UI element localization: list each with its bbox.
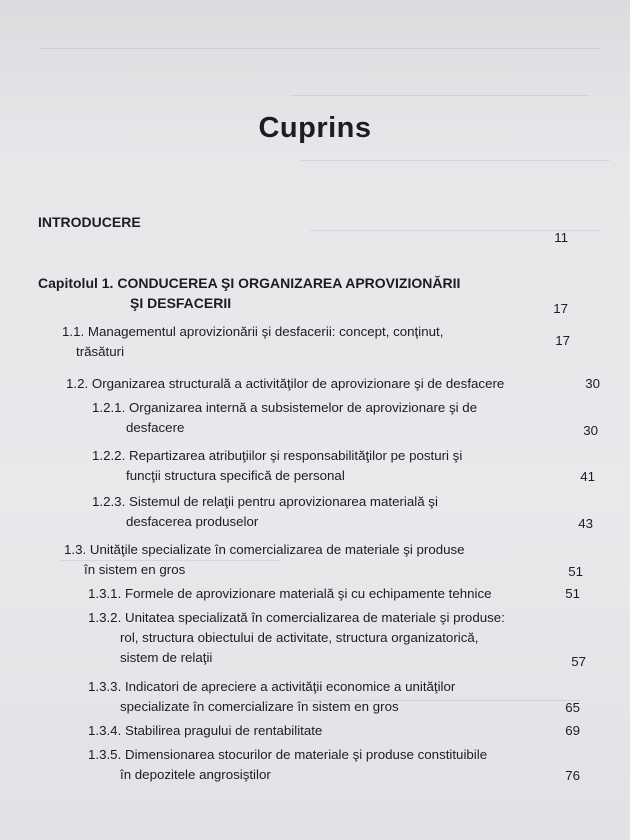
toc-entry-1-3 <box>64 540 465 580</box>
toc-entry-text: 1.2.2. Repartizarea atribuţiilor şi responsabilităţilor pe posturi şi <box>92 448 463 463</box>
toc-entry-text-cont: specializate în comercializare în sistem en gros <box>120 699 399 714</box>
toc-entry-text-cont: funcţii structura specifică de personal <box>126 468 345 483</box>
toc-entry-text: 1.3. Unităţile specializate în comercializarea de materiale şi produse <box>64 542 465 557</box>
toc-page-number: 30 <box>585 376 600 391</box>
toc-page-number: 76 <box>565 768 580 783</box>
toc-entry-chapter-1 <box>38 273 460 313</box>
toc-page-number: 17 <box>553 301 568 316</box>
toc-entry-text-cont: rol, structura obiectului de activitate, structura organizatorică, <box>120 630 479 645</box>
toc-entry-text: 1.1. Managementul aprovizionării şi desfacerii: concept, conţinut, <box>62 324 444 339</box>
toc-entry-text: 1.2.1. Organizarea internă a subsistemelor de aprovizionare şi de <box>92 400 478 415</box>
toc-entry-text: 1.3.4. Stabilirea pragului de rentabilitate <box>88 723 323 738</box>
bleed-through-line <box>40 48 600 49</box>
toc-entry-1-2 <box>66 374 504 394</box>
toc-page-number: 69 <box>565 723 580 738</box>
toc-entry-text: 1.3.3. Indicatori de apreciere a activităţii economice a unităţilor <box>88 679 456 694</box>
toc-entry-text: Capitolul 1. CONDUCEREA ŞI ORGANIZAREA APROVIZIONĂRII <box>38 275 461 291</box>
bleed-through-line <box>290 95 590 96</box>
toc-entry-text-cont: sistem de relaţii <box>120 650 213 665</box>
toc-page-number: 30 <box>583 423 598 438</box>
toc-entry-1-2-3 <box>92 492 438 532</box>
toc-entry-text: 1.3.5. Dimensionarea stocurilor de materiale şi produse constituibile <box>88 747 488 762</box>
toc-page-number: 11 <box>554 230 568 245</box>
toc-entry-text: INTRODUCERE <box>38 214 141 230</box>
toc-entry-introducere <box>38 212 141 232</box>
toc-page-number: 17 <box>555 333 570 348</box>
toc-entry-1-3-5 <box>88 745 487 785</box>
toc-page-number: 51 <box>565 586 580 601</box>
toc-entry-1-3-2 <box>88 608 505 668</box>
toc-entry-text-cont: desfacere <box>126 420 185 435</box>
toc-page-number: 41 <box>580 469 595 484</box>
toc-entry-text-cont: în sistem en gros <box>84 562 186 577</box>
page-title: Cuprins <box>258 112 372 144</box>
toc-entry-1-3-4 <box>88 721 322 741</box>
toc-entry-text: 1.2. Organizarea structurală a activităţilor de aprovizionare şi de desfacere <box>66 376 505 391</box>
bleed-through-line <box>300 160 610 161</box>
toc-entry-text-cont: ŞI DESFACERII <box>130 295 232 311</box>
toc-entry-text-cont: în depozitele angrosiştilor <box>120 767 271 782</box>
toc-entry-text: 1.3.2. Unitatea specializată în comercializarea de materiale şi produse: <box>88 610 505 625</box>
toc-entry-text-cont: desfacerea produselor <box>126 514 259 529</box>
toc-page-number: 65 <box>565 700 580 715</box>
toc-entry-text: 1.2.3. Sistemul de relaţii pentru aprovizionarea materială şi <box>92 494 438 509</box>
toc-entry-1-2-2 <box>92 446 462 486</box>
toc-entry-1-1 <box>62 322 443 362</box>
toc-entry-1-3-1 <box>88 584 492 604</box>
toc-entry-1-2-1 <box>92 398 477 438</box>
toc-page-number: 57 <box>571 654 586 669</box>
toc-page-number: 43 <box>578 516 593 531</box>
toc-entry-text-cont: trăsături <box>76 344 125 359</box>
toc-entry-1-3-3 <box>88 677 455 717</box>
toc-entry-text: 1.3.1. Formele de aprovizionare materială şi cu echipamente tehnice <box>88 586 492 601</box>
toc-page-number: 51 <box>568 564 583 579</box>
